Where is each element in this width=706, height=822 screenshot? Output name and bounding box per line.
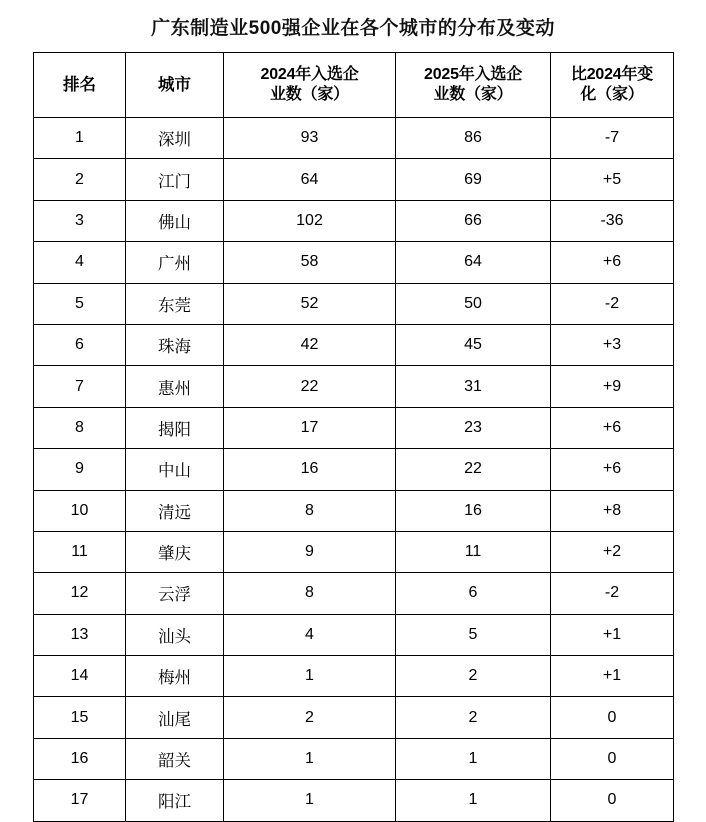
column-header-change [551, 53, 674, 118]
table-row [34, 407, 674, 448]
cell-2024-count: 102 [224, 200, 396, 241]
column-header-city: 城市 [126, 53, 224, 118]
cell-2025-count: 23 [396, 407, 551, 448]
cell-city: 东莞 [126, 283, 224, 324]
cell-2025-count: 1 [396, 738, 551, 779]
cell-city: 广州 [126, 242, 224, 283]
cell-2024-count: 22 [224, 366, 396, 407]
cell-change: +5 [551, 159, 674, 200]
cell-rank: 15 [34, 697, 126, 738]
cell-2024-count: 4 [224, 614, 396, 655]
cell-city: 佛山 [126, 200, 224, 241]
table-row [34, 531, 674, 572]
cell-city: 汕尾 [126, 697, 224, 738]
column-header-change-line2: 化（家） [580, 86, 644, 103]
cell-change: +2 [551, 531, 674, 572]
cell-2025-count: 86 [396, 118, 551, 159]
table-row [34, 780, 674, 821]
cell-change: 0 [551, 697, 674, 738]
cell-city: 梅州 [126, 656, 224, 697]
cell-change: 0 [551, 738, 674, 779]
cell-city: 肇庆 [126, 531, 224, 572]
page-title: 广东制造业500强企业在各个城市的分布及变动 [151, 18, 555, 39]
cell-2024-count: 8 [224, 573, 396, 614]
table-row [34, 283, 674, 324]
cell-2025-count: 2 [396, 656, 551, 697]
cell-rank: 14 [34, 656, 126, 697]
cell-rank: 13 [34, 614, 126, 655]
cell-city: 清远 [126, 490, 224, 531]
cell-change: +6 [551, 407, 674, 448]
column-header-2025-count-line2: 业数（家） [433, 86, 513, 103]
cell-city: 中山 [126, 449, 224, 490]
cell-city: 珠海 [126, 324, 224, 365]
cell-2025-count: 22 [396, 449, 551, 490]
cell-2025-count: 5 [396, 614, 551, 655]
cell-2024-count: 58 [224, 242, 396, 283]
table-header-row [34, 53, 674, 118]
cell-rank: 12 [34, 573, 126, 614]
cell-change: +3 [551, 324, 674, 365]
table-body [34, 118, 674, 822]
table-row [34, 118, 674, 159]
cell-2024-count: 64 [224, 159, 396, 200]
cell-rank: 2 [34, 159, 126, 200]
table-row [34, 490, 674, 531]
cell-change: -7 [551, 118, 674, 159]
column-header-2025-count-line1: 2025年入选企 [424, 66, 522, 83]
table-row [34, 242, 674, 283]
cell-city: 深圳 [126, 118, 224, 159]
column-header-2024-count [224, 53, 396, 118]
cell-2024-count: 16 [224, 449, 396, 490]
cell-2025-count: 6 [396, 573, 551, 614]
table-header [34, 53, 674, 118]
table-row [34, 573, 674, 614]
cell-rank: 11 [34, 531, 126, 572]
cell-2024-count: 52 [224, 283, 396, 324]
cell-rank: 8 [34, 407, 126, 448]
column-header-2024-count-line2: 业数（家） [269, 86, 349, 103]
cell-rank: 4 [34, 242, 126, 283]
cell-2025-count: 69 [396, 159, 551, 200]
cell-rank: 1 [34, 118, 126, 159]
table-row [34, 614, 674, 655]
table-row [34, 738, 674, 779]
cell-change: -2 [551, 573, 674, 614]
cell-rank: 17 [34, 780, 126, 821]
cell-2024-count: 8 [224, 490, 396, 531]
distribution-table [33, 52, 674, 822]
cell-rank: 9 [34, 449, 126, 490]
cell-rank: 6 [34, 324, 126, 365]
cell-2025-count: 50 [396, 283, 551, 324]
cell-city: 云浮 [126, 573, 224, 614]
cell-city: 阳江 [126, 780, 224, 821]
cell-city: 汕头 [126, 614, 224, 655]
cell-2025-count: 31 [396, 366, 551, 407]
cell-2024-count: 93 [224, 118, 396, 159]
cell-city: 韶关 [126, 738, 224, 779]
cell-2024-count: 42 [224, 324, 396, 365]
cell-change: -2 [551, 283, 674, 324]
cell-change: +9 [551, 366, 674, 407]
column-header-rank: 排名 [34, 53, 126, 118]
cell-2024-count: 1 [224, 780, 396, 821]
cell-2025-count: 66 [396, 200, 551, 241]
cell-2025-count: 64 [396, 242, 551, 283]
table-row [34, 366, 674, 407]
cell-rank: 10 [34, 490, 126, 531]
cell-city: 惠州 [126, 366, 224, 407]
cell-2024-count: 1 [224, 656, 396, 697]
column-header-2024-count-line1: 2024年入选企 [260, 66, 359, 83]
cell-2025-count: 16 [396, 490, 551, 531]
table-row [34, 159, 674, 200]
cell-2024-count: 17 [224, 407, 396, 448]
cell-2024-count: 1 [224, 738, 396, 779]
cell-change: +6 [551, 449, 674, 490]
cell-rank: 7 [34, 366, 126, 407]
cell-rank: 3 [34, 200, 126, 241]
cell-change: +6 [551, 242, 674, 283]
cell-2025-count: 45 [396, 324, 551, 365]
cell-change: -36 [551, 200, 674, 241]
table-row [34, 656, 674, 697]
cell-change: 0 [551, 780, 674, 821]
cell-rank: 16 [34, 738, 126, 779]
cell-rank: 5 [34, 283, 126, 324]
cell-city: 揭阳 [126, 407, 224, 448]
table-row [34, 697, 674, 738]
table-container [0, 52, 706, 822]
cell-2025-count: 11 [396, 531, 551, 572]
column-header-2025-count [396, 53, 551, 118]
table-row [34, 200, 674, 241]
table-row [34, 324, 674, 365]
cell-change: +1 [551, 656, 674, 697]
cell-change: +1 [551, 614, 674, 655]
table-row [34, 449, 674, 490]
cell-2025-count: 1 [396, 780, 551, 821]
cell-2025-count: 2 [396, 697, 551, 738]
cell-city: 江门 [126, 159, 224, 200]
cell-2024-count: 9 [224, 531, 396, 572]
column-header-change-line1: 比2024年变 [570, 66, 654, 83]
cell-change: +8 [551, 490, 674, 531]
cell-2024-count: 2 [224, 697, 396, 738]
